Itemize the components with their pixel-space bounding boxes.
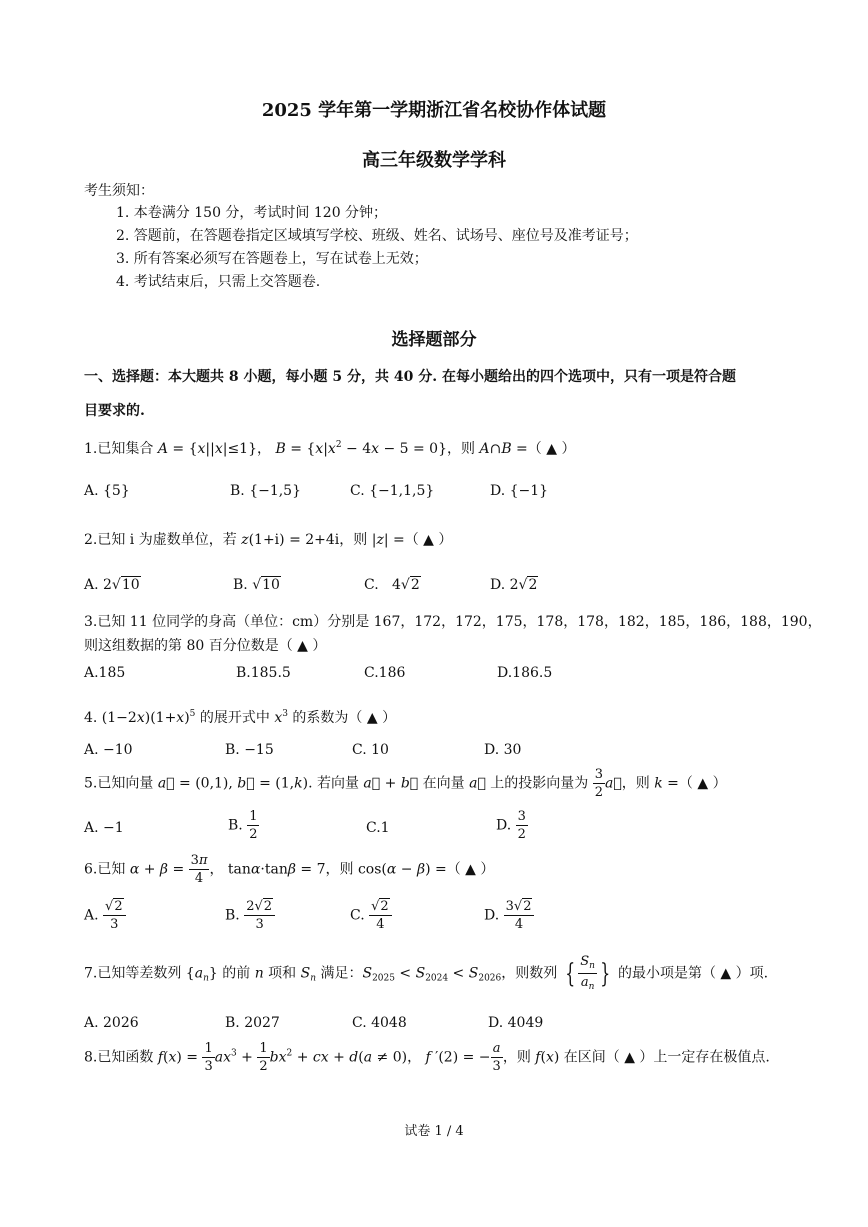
q1-option-b: B. {−1,5} xyxy=(230,483,301,499)
notice-item: 2. 答题前，在答题卷指定区域填写学校、班级、姓名、试场号、座位号及准考证号； xyxy=(116,228,638,244)
q5-option-d: D. $\frac{3}{2}$ xyxy=(496,809,526,842)
q2-option-d: D. 2√2 xyxy=(490,577,538,593)
question-6: 6.已知 α + β = $\frac{3\pi}{4}$ ， tanα·tanβ = 7，则 cos(α − β) =（ ▲ ） xyxy=(84,853,495,886)
question-8: 8.已知函数 f(x) = $\frac{1}{3}$ $ax^3$ + $\frac{1}{2}$ $bx^2$ + cx + d(a ≠ 0)， f ′(2) = − $\frac{a}{3}$ ，则 f(x) 在区间（ ▲ ）上一定存在极值点. xyxy=(84,1041,770,1074)
question-7: 7.已知等差数列 $\{a_n\}$ 的前 n 项和 $S_n$ 满足：$S_{2025} < S_{2024} < S_{2026}$，则数列 { $\frac{S_n}{a_n}$ } 的最小项是第（ ▲ ）项. xyxy=(84,954,769,992)
q6-option-c: C. $\frac{√2}{4}$ xyxy=(350,900,392,931)
q4-option-d: D. 30 xyxy=(484,742,522,758)
q4-option-c: C. 10 xyxy=(352,742,389,758)
q6-option-a: A. $\frac{√2}{3}$ xyxy=(84,900,126,931)
notice-item: 3. 所有答案必须写在答题卷上，写在试卷上无效； xyxy=(116,251,428,267)
question-1: 1.已知集合 A = {x||x|≤1}， $B = \{x|x^2 - 4x - 5 = 0\}$，则 A∩B =（ ▲ ） xyxy=(84,440,576,457)
q4-option-b: B. −15 xyxy=(225,742,274,758)
q3-option-b: B.185.5 xyxy=(236,665,291,681)
q1-option-d: D. {−1} xyxy=(490,483,549,499)
notice-heading: 考生须知： xyxy=(84,183,154,199)
exam-subtitle: 高三年级数学学科 xyxy=(362,150,506,171)
exam-title: 2025 学年第一学期浙江省名校协作体试题 xyxy=(261,100,607,121)
q7-option-a: A. 2026 xyxy=(84,1015,139,1031)
q7-option-d: D. 4049 xyxy=(488,1015,544,1031)
q5-option-a: A. −1 xyxy=(84,820,124,836)
q7-option-b: B. 2027 xyxy=(225,1015,280,1031)
question-3: 3.已知 11 位同学的身高（单位：cm）分别是 167，172，172，175，178，178，182，185，186，188，190， xyxy=(84,614,822,630)
q4-option-a: A. −10 xyxy=(84,742,133,758)
question-3-cont: 则这组数据的第 80 百分位数是（ ▲ ） xyxy=(84,638,327,654)
q3-option-a: A.185 xyxy=(84,665,126,681)
section-title: 选择题部分 xyxy=(391,330,477,350)
q5-option-b: B. $\frac{1}{2}$ xyxy=(228,809,258,842)
part-instructions: 一、选择题：本大题共 8 小题，每小题 5 分，共 40 分. 在每小题给出的四个选项中，只有一项是符合题 xyxy=(84,369,736,385)
q6-option-d: D. $\frac{3√2}{4}$ xyxy=(484,900,534,931)
q3-option-c: C.186 xyxy=(364,665,406,681)
q3-option-d: D.186.5 xyxy=(497,665,553,681)
notice-item: 1. 本卷满分 150 分，考试时间 120 分钟； xyxy=(116,205,388,221)
q1-option-a: A. {5} xyxy=(84,483,130,499)
q5-option-c: C.1 xyxy=(366,820,390,836)
q7-option-c: C. 4048 xyxy=(352,1015,407,1031)
page-number: 试卷 1 / 4 xyxy=(404,1124,464,1139)
question-4: 4. $(1-2x)(1+x)^5$ 的展开式中 $x^3$ 的系数为（ ▲ ） xyxy=(84,709,397,726)
q2-option-c: C. 4√2 xyxy=(364,577,420,593)
q2-option-a: A. 2√10 xyxy=(84,577,140,593)
q2-option-b: B. √10 xyxy=(233,577,280,593)
q6-option-b: B. $\frac{2√2}{3}$ xyxy=(225,900,275,931)
part-instructions-cont: 目要求的. xyxy=(84,403,145,419)
q1-option-c: C. {−1,1,5} xyxy=(350,483,435,499)
question-5: 5.已知向量 a⃗ = (0,1), b⃗ = (1,k). 若向量 a⃗ + b⃗ 在向量 a⃗ 上的投影向量为 $\frac{3}{2}$ a⃗，则 k =（ ▲ ） xyxy=(84,767,727,800)
notice-item: 4. 考试结束后，只需上交答题卷. xyxy=(116,274,321,290)
question-2: 2.已知 i 为虚数单位，若 z(1+i) = 2+4i，则 |z| =（ ▲ ） xyxy=(84,532,453,548)
